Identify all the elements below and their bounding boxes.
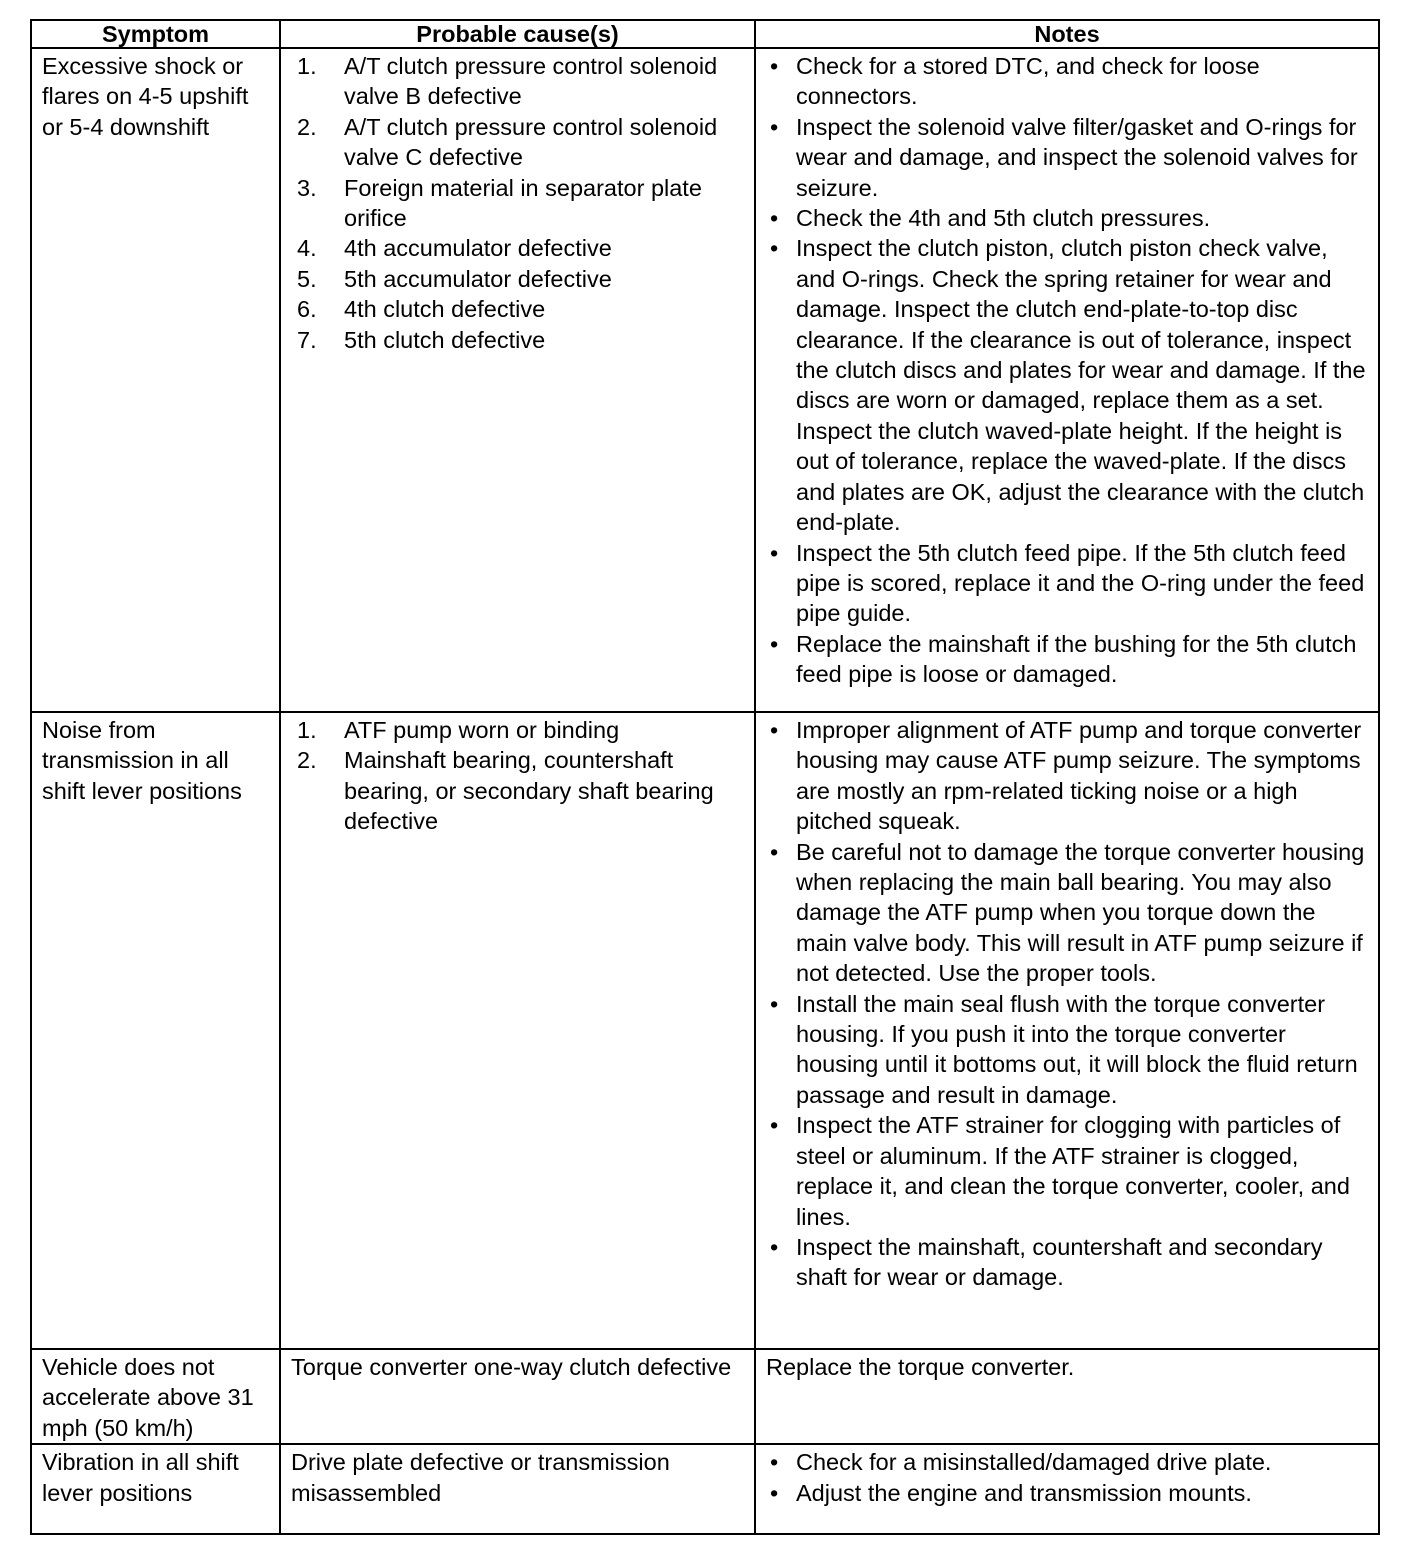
cause-item	[291, 173, 748, 234]
table-row	[31, 1444, 1379, 1534]
notes-cell	[755, 1444, 1379, 1534]
cause-number: 4.	[297, 235, 317, 262]
bullet-icon: •	[770, 1112, 779, 1139]
notes-list	[766, 1447, 1372, 1508]
bullet-icon: •	[770, 113, 779, 140]
cause-item	[291, 745, 748, 836]
cause-number: 2.	[297, 113, 317, 140]
troubleshooting-table	[30, 19, 1380, 1535]
cause-text: Foreign material in separator plate orifice	[344, 174, 702, 232]
note-text: Check for a stored DTC, and check for loose connectors.	[796, 53, 1260, 110]
bullet-icon: •	[770, 539, 779, 566]
note-item	[766, 1478, 1372, 1508]
cause-list	[291, 715, 748, 837]
cause-text: 5th accumulator defective	[344, 265, 612, 292]
cause-text: 4th clutch defective	[344, 296, 546, 323]
note-text: Adjust the engine and transmission mounts.	[796, 1479, 1252, 1506]
cause-number: 3.	[297, 174, 317, 201]
cause-text: A/T clutch pressure control solenoid valve B defective	[344, 53, 718, 110]
cause-number: 1.	[297, 53, 317, 79]
header-probable-causes: Probable cause(s)	[280, 20, 755, 48]
cause-number: 7.	[297, 326, 317, 353]
notes-list	[766, 51, 1372, 690]
cause-text: Mainshaft bearing, countershaft bearing, or secondary shaft bearing defective	[344, 747, 714, 835]
causes-cell: Torque converter one-way clutch defective	[280, 1349, 755, 1444]
notes-list	[766, 715, 1372, 1293]
cause-number: 5.	[297, 265, 317, 292]
note-text: Be careful not to damage the torque converter housing when replacing the main ball bearing. You may also damage the ATF pump when you torque down the main valve body. This will result in ATF pump seizure if not detected. Use the proper tools.	[796, 838, 1365, 987]
bullet-icon: •	[770, 205, 779, 232]
cause-number: 2.	[297, 747, 317, 774]
note-item	[766, 233, 1372, 537]
note-item	[766, 1110, 1372, 1232]
note-item	[766, 51, 1372, 112]
cause-item	[291, 112, 748, 173]
header-notes: Notes	[755, 20, 1379, 48]
note-text: Replace the mainshaft if the bushing for the 5th clutch feed pipe is loose or damaged.	[796, 630, 1357, 688]
note-text: Check for a misinstalled/damaged drive plate.	[796, 1449, 1272, 1476]
cause-text: ATF pump worn or binding	[344, 717, 620, 743]
symptom-cell: Excessive shock or flares on 4-5 upshift or 5-4 downshift	[31, 48, 280, 712]
note-item	[766, 1232, 1372, 1293]
cause-number: 1.	[297, 717, 317, 743]
cause-item	[291, 294, 748, 324]
header-symptom: Symptom	[31, 20, 280, 48]
note-item	[766, 837, 1372, 989]
table-row	[31, 712, 1379, 1349]
notes-cell: Replace the torque converter.	[755, 1349, 1379, 1444]
note-text: Inspect the ATF strainer for clogging with particles of steel or aluminum. If the ATF strainer is clogged, replace it, and clean the torque converter, cooler, and lines.	[796, 1112, 1350, 1230]
note-text: Inspect the mainshaft, countershaft and secondary shaft for wear or damage.	[796, 1233, 1323, 1291]
note-item	[766, 538, 1372, 629]
troubleshooting-table-sheet	[30, 19, 1378, 1535]
header-row	[31, 20, 1379, 48]
note-text: Inspect the clutch piston, clutch piston check valve, and O-rings. Check the spring retainer for wear and damage. Inspect the clutch end-plate-to-top disc clearance. If the clearance is out of tolerance, inspect the clutch discs and plates for wear and damage. If the discs are worn or damaged, replace them as a set. Inspect the clutch waved-plate height. If the height is out of tolerance, replace the waved-plate. If the discs and plates are OK, adjust the clearance with the clutch end-plate.	[796, 235, 1366, 536]
notes-cell	[755, 48, 1379, 712]
note-text: Install the main seal flush with the torque converter housing. If you push it into the torque converter housing until it bottoms out, it will block the fluid return passage and result in damage.	[796, 990, 1358, 1108]
causes-cell: Drive plate defective or transmission misassembled	[280, 1444, 755, 1534]
cause-text: A/T clutch pressure control solenoid valve C defective	[344, 113, 718, 171]
note-text: Inspect the 5th clutch feed pipe. If the 5th clutch feed pipe is scored, replace it and the O-ring under the feed pipe guide.	[796, 539, 1365, 627]
note-text: Improper alignment of ATF pump and torque converter housing may cause ATF pump seizure. The symptoms are mostly an rpm-related ticking noise or a high pitched squeak.	[796, 717, 1362, 835]
note-item	[766, 1447, 1372, 1477]
cause-list	[291, 51, 748, 355]
table-row	[31, 48, 1379, 712]
bullet-icon: •	[770, 838, 779, 865]
cause-item	[291, 325, 748, 355]
bullet-icon: •	[770, 990, 779, 1017]
note-item	[766, 203, 1372, 233]
notes-cell	[755, 712, 1379, 1349]
bullet-icon: •	[770, 1479, 779, 1506]
causes-cell	[280, 712, 755, 1349]
note-item	[766, 989, 1372, 1111]
cause-text: 4th accumulator defective	[344, 235, 612, 262]
note-text: Inspect the solenoid valve filter/gasket and O-rings for wear and damage, and inspect the solenoid valves for seizure.	[796, 113, 1358, 201]
table-row	[31, 1349, 1379, 1444]
bullet-icon: •	[770, 235, 779, 262]
bullet-icon: •	[770, 717, 779, 743]
cause-item	[291, 233, 748, 263]
bullet-icon: •	[770, 1449, 779, 1476]
symptom-cell: Vibration in all shift lever positions	[31, 1444, 280, 1534]
note-item	[766, 112, 1372, 203]
note-item	[766, 715, 1372, 837]
note-text: Check the 4th and 5th clutch pressures.	[796, 205, 1211, 232]
note-item	[766, 629, 1372, 690]
symptom-cell: Vehicle does not accelerate above 31 mph (50 km/h)	[31, 1349, 280, 1444]
bullet-icon: •	[770, 1233, 779, 1260]
cause-text: 5th clutch defective	[344, 326, 546, 353]
bullet-icon: •	[770, 53, 779, 79]
bullet-icon: •	[770, 630, 779, 657]
cause-item	[291, 715, 748, 745]
cause-number: 6.	[297, 296, 317, 323]
symptom-cell: Noise from transmission in all shift lever positions	[31, 712, 280, 1349]
cause-item	[291, 264, 748, 294]
cause-item	[291, 51, 748, 112]
causes-cell	[280, 48, 755, 712]
